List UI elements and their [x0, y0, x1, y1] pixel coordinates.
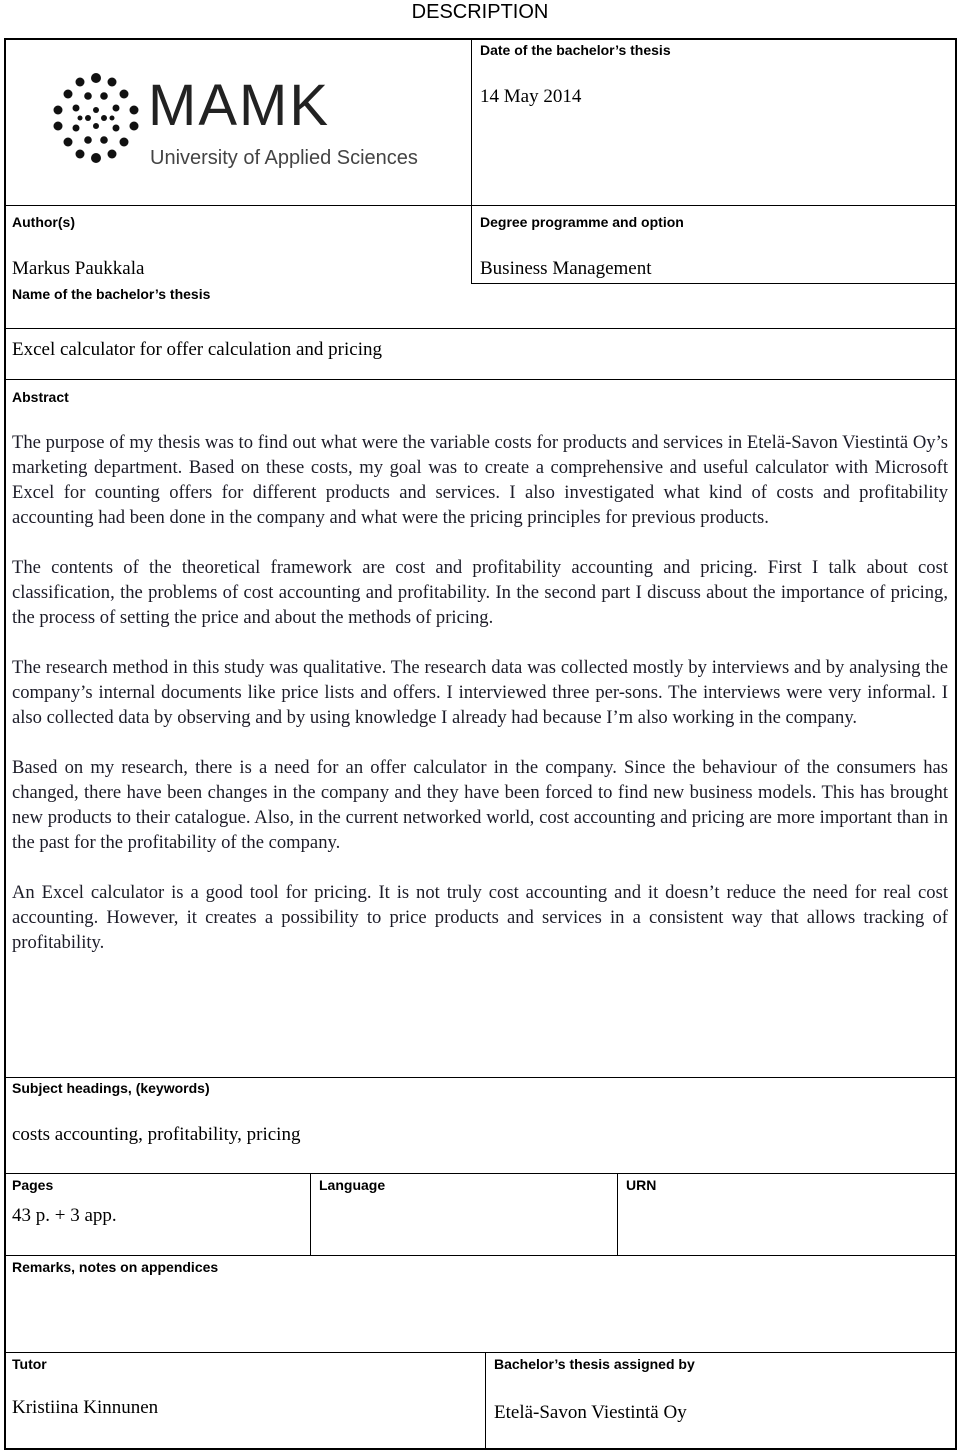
logo-wordmark: MAMK — [148, 73, 330, 138]
author-label: Author(s) — [12, 214, 75, 230]
mamk-logo — [50, 70, 430, 180]
assigned-by-label: Bachelor’s thesis assigned by — [494, 1356, 695, 1372]
abstract-paragraph: Based on my research, there is a need for an offer calculator in the company. Since the behaviour of the consumers has changed, there have been changes in the company and they have been forced to find new business models. This has brought new products to their catalogue. Also, in the current networked world, cost accounting and pricing are more important than in the past for the profitability of the company. — [12, 757, 948, 853]
dots-emblem-icon — [50, 72, 142, 164]
tutor-label: Tutor — [12, 1356, 47, 1372]
date-value: 14 May 2014 — [480, 86, 582, 107]
language-label: Language — [319, 1177, 386, 1193]
pages-value: 43 p. + 3 app. — [12, 1205, 117, 1226]
abstract-paragraph: The research method in this study was qualitative. The research data was collected mostly by interviews and by analysing the company’s internal documents like price lists and offers. I interviewed three per-sons. The interviews were very informal. I also collected data by observing and by using knowledge I already had because I’m also working in the company. — [12, 657, 948, 728]
degree-label: Degree programme and option — [480, 214, 684, 230]
degree-value: Business Management — [480, 258, 652, 279]
page-heading: DESCRIPTION — [411, 1, 549, 23]
pages-label: Pages — [12, 1177, 54, 1193]
keywords-value: costs accounting, profitability, pricing — [12, 1124, 301, 1145]
thesis-name-value: Excel calculator for offer calculation and pricing — [12, 339, 382, 360]
remarks-label: Remarks, notes on appendices — [12, 1259, 219, 1275]
abstract-paragraph: The contents of the theoretical framework are cost and profitability accounting and pricing. First I talk about cost classification, the problems of cost accounting and profitability. In the second part I discuss about the importance of pricing, the process of setting the price and about the methods of pricing. — [12, 557, 948, 628]
author-value: Markus Paukkala — [12, 258, 145, 279]
abstract-paragraph: The purpose of my thesis was to find out what were the variable costs for products and services in Etelä-Savon Viestintä Oy’s marketing department. Based on these costs, my goal was to create a comprehensive and useful calculator with Microsoft Excel for counting offers for different products and services. I also investigated what kind of costs and profitability accounting had been done in the company and what were the pricing principles for previous products. — [12, 432, 948, 528]
abstract-label: Abstract — [12, 389, 69, 405]
thesis-name-label: Name of the bachelor’s thesis — [12, 286, 211, 302]
keywords-label: Subject headings, (keywords) — [12, 1080, 210, 1096]
tutor-value: Kristiina Kinnunen — [12, 1397, 159, 1418]
abstract-paragraph: An Excel calculator is a good tool for pricing. It is not truly cost accounting and it doesn’t reduce the need for real cost accounting. However, it creates a possibility to price products and services in a consistent way that allows tracking of profitability. — [12, 882, 948, 953]
abstract-body — [12, 430, 948, 980]
logo-subtitle: University of Applied Sciences — [150, 147, 418, 169]
assigned-by-value: Etelä-Savon Viestintä Oy — [494, 1402, 687, 1423]
urn-label: URN — [626, 1177, 657, 1193]
date-label: Date of the bachelor’s thesis — [480, 42, 671, 58]
